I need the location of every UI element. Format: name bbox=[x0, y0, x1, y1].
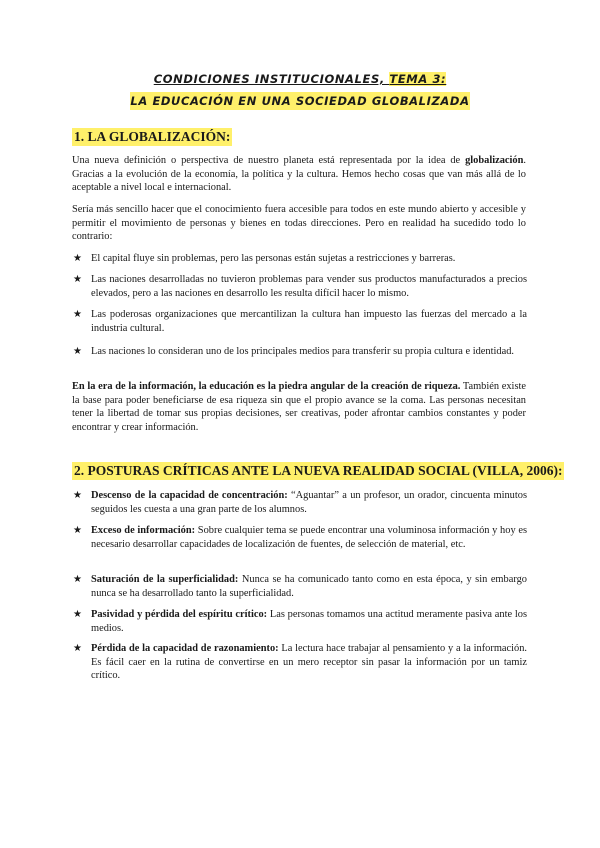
star-bullet-icon: ★ bbox=[73, 274, 82, 285]
star-bullet-icon: ★ bbox=[73, 643, 82, 654]
star-bullet-icon: ★ bbox=[73, 574, 82, 585]
list-item-term: Pasividad y pérdida del espíritu crítico: bbox=[91, 609, 268, 620]
section-1-paragraph-2: Sería más sencillo hacer que el conocimiento fuera accesible para todos en este mundo abierto y accesible y permitir el movimiento de personas y bienes en todas direcciones. Pero en realidad ha sucedido todo lo contrario: bbox=[72, 204, 526, 243]
list-item bbox=[73, 252, 527, 266]
list-item bbox=[73, 345, 527, 359]
list-item-text: Sobre cualquier tema se puede encontrar una voluminosa información y hoy es necesario desarrollar capacidades de localización de fuentes, de selección de material, etc. bbox=[91, 525, 527, 550]
p1-bold: globalización bbox=[465, 155, 524, 166]
star-bullet-icon: ★ bbox=[73, 609, 82, 620]
star-bullet-icon: ★ bbox=[73, 309, 82, 320]
list-item-text: Nunca se ha comunicado tanto como en esta época, y sin embargo nunca se ha desarrollado tanto la superficialidad. bbox=[91, 574, 527, 599]
section-1-paragraph-3 bbox=[72, 380, 526, 434]
star-bullet-icon: ★ bbox=[73, 490, 82, 501]
list-item-term: Pérdida de la capacidad de razonamiento: bbox=[91, 643, 279, 654]
title-line-1 bbox=[154, 70, 447, 88]
star-bullet-icon: ★ bbox=[73, 525, 82, 536]
list-item bbox=[73, 642, 528, 683]
list-item-term: Descenso de la capacidad de concentración: bbox=[91, 490, 288, 501]
p3-bold: En la era de la información, la educación es la piedra angular de la creación de riqueza. bbox=[72, 381, 461, 392]
p1-text-b: . Gracias a la evolución de la economía, la política y la cultura. Hemos hecho cosas que van más allá de lo aceptable a nivel local e internacional. bbox=[72, 155, 526, 194]
list-item-text: Las naciones lo consideran uno de los principales medios para transferir su propia cultura e identidad. bbox=[91, 346, 514, 357]
list-item bbox=[73, 608, 527, 635]
document-title bbox=[0, 70, 600, 110]
list-item-text: “Aguantar” a un profesor, un orador, cincuenta minutos seguidos les cuesta a una gran parte de los alumnos. bbox=[91, 490, 527, 515]
list-item bbox=[73, 524, 527, 551]
list-item-text: Las poderosas organizaciones que mercantilizan la cultura han impuesto las fuerzas del mercado a la industria cultural. bbox=[91, 309, 527, 334]
section-1-paragraph-1 bbox=[72, 154, 526, 195]
list-item-text: El capital fluye sin problemas, pero las personas están sujetas a restricciones y barreras. bbox=[91, 253, 456, 264]
list-item-text: Las personas tomamos una actitud meramente pasiva ante los medios. bbox=[91, 609, 527, 634]
list-item bbox=[73, 308, 527, 335]
title-line-1-highlight: TEMA 3: bbox=[389, 72, 447, 86]
list-item bbox=[73, 489, 527, 516]
list-item-term: Saturación de la superficialidad: bbox=[91, 574, 239, 585]
section-2-heading: 2. POSTURAS CRÍTICAS ANTE LA NUEVA REALIDAD SOCIAL (VILLA, 2006): bbox=[74, 463, 563, 478]
list-item-term: Exceso de información: bbox=[91, 525, 196, 536]
list-item bbox=[73, 273, 527, 300]
star-bullet-icon: ★ bbox=[73, 346, 82, 357]
list-item-text: Las naciones desarrolladas no tuvieron problemas para vender sus productos manufacturados a precios elevados, pero a las naciones en desarrollo les resulta difícil hacer lo mismo. bbox=[91, 274, 527, 299]
p3-text: También existe la base para poder beneficiarse de esa riqueza sin que el propio avance se la coma. Las personas necesitan tener la libertad de tomar sus propias decisiones, ser creativas, poder afrontar cambios constantes y poder encontrar y crear información. bbox=[72, 381, 526, 433]
title-line-2: LA EDUCACIÓN EN UNA SOCIEDAD GLOBALIZADA bbox=[130, 94, 470, 108]
title-line-1-text: CONDICIONES INSTITUCIONALES, bbox=[153, 72, 390, 86]
list-item-text: La lectura hace trabajar al pensamiento y a la información. Es fácil caer en la rutina de convertirse en un mero receptor sin pasar la información por un tamiz crítico. bbox=[91, 643, 528, 682]
p1-text-a: Una nueva definición o perspectiva de nuestro planeta está representada por la idea de bbox=[72, 155, 466, 166]
list-item bbox=[73, 573, 527, 600]
section-1-heading: 1. LA GLOBALIZACIÓN: bbox=[74, 129, 231, 144]
star-bullet-icon: ★ bbox=[73, 253, 82, 264]
